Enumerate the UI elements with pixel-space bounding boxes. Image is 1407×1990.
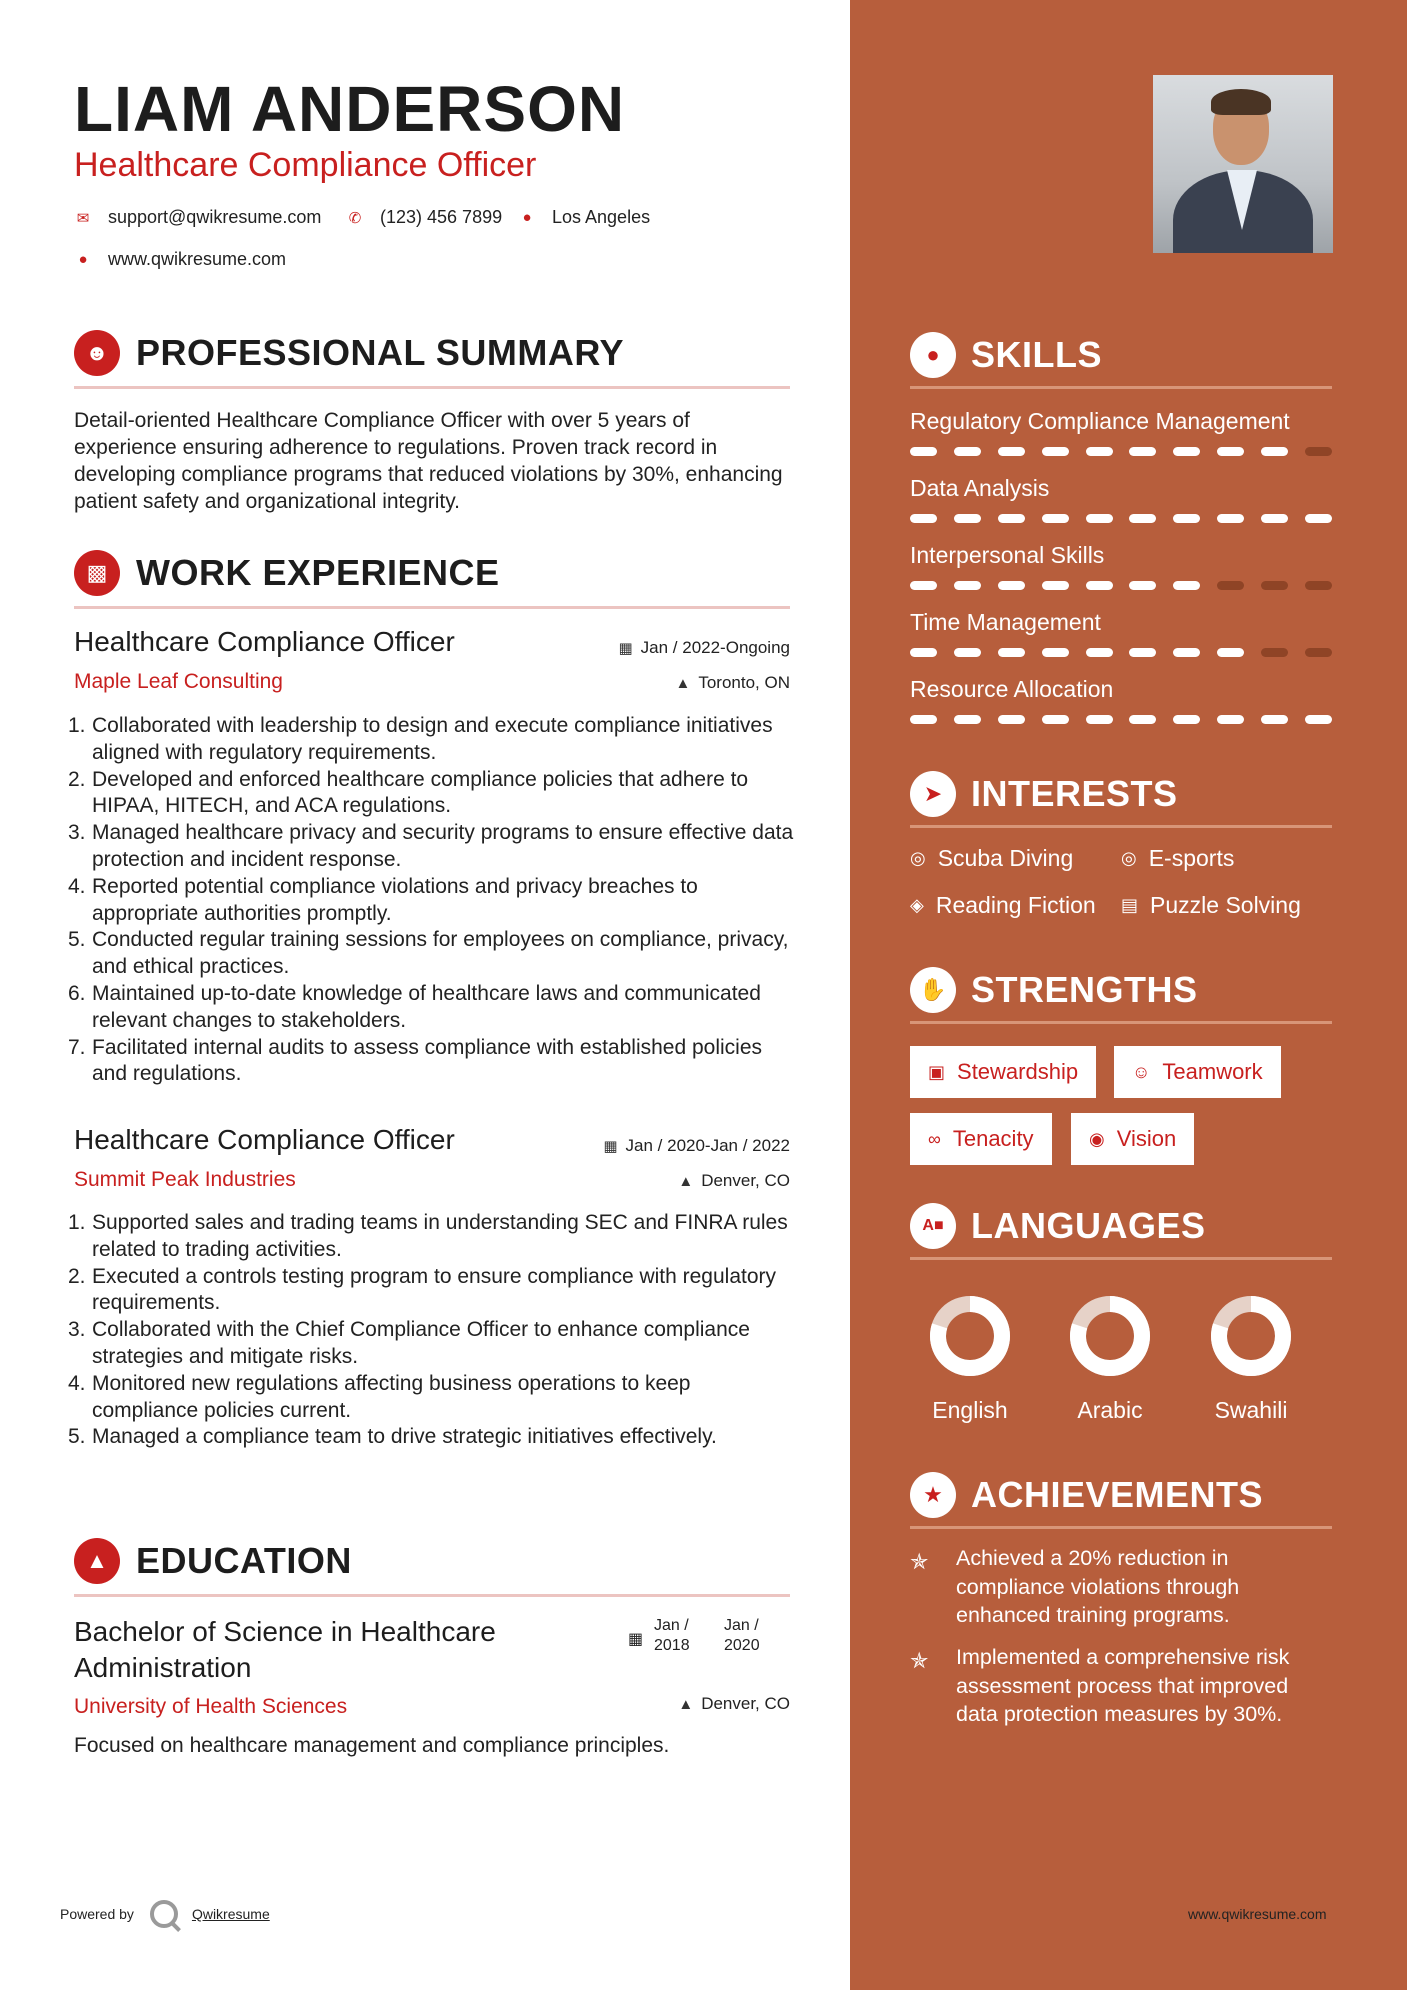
contact-phone[interactable] [346, 207, 502, 228]
skill-level-bar [910, 514, 1332, 524]
list-item: 7. Facilitated internal audits to assess compliance with established policies and regulations. [68, 1035, 763, 1086]
skill-dash-filled [954, 514, 981, 523]
language-name: Swahili [1214, 1397, 1288, 1423]
language-ring [1068, 1294, 1152, 1378]
skill-dash-filled [1217, 447, 1244, 456]
skill-dash-filled [1086, 715, 1113, 724]
skill-dash-filled [1173, 581, 1200, 590]
pushpin-icon: ▲ [678, 1172, 694, 1190]
skill-dash-filled [1217, 715, 1244, 724]
contact-location [518, 207, 650, 228]
education-section-header [74, 1534, 790, 1604]
skill-dash-filled [1086, 581, 1113, 590]
qwikresume-logo-icon [150, 1900, 178, 1928]
interests-title: INTERESTS [971, 773, 1178, 814]
skill-dash-filled [910, 514, 937, 523]
job-1-dates-text: Jan / 2022-Ongoing [640, 638, 790, 657]
skill-dash-filled [1261, 715, 1288, 724]
skill-dash-empty [1261, 581, 1288, 590]
contact-website[interactable] [74, 249, 286, 270]
skill-dash-filled [1305, 715, 1332, 724]
skill-dash-filled [1086, 447, 1113, 456]
skill-dash-filled [1173, 715, 1200, 724]
language-ring [928, 1294, 1012, 1378]
job-1-dates [618, 638, 790, 658]
skill-name: Resource Allocation [910, 676, 1114, 702]
skill-dash-filled [998, 715, 1025, 724]
list-item: 2. Developed and enforced healthcare compliance policies that adhere to HIPAA, HITECH, and ACA regulations. [68, 767, 749, 818]
list-item: 1. Collaborated with leadership to design and execute compliance initiatives aligned with regulatory requirements. [68, 714, 773, 764]
skill-level-bar [910, 581, 1332, 591]
education-divider [74, 1594, 790, 1597]
list-item: 3. Managed healthcare privacy and security programs to ensure effective data protection and incident response. [68, 821, 794, 871]
skill-dash-filled [1042, 514, 1069, 523]
degree-line-1: Bachelor of Science in Healthcare [74, 1616, 496, 1647]
interest-item: ◈ Reading Fiction [910, 892, 1096, 918]
work-divider [74, 606, 790, 609]
lightbulb-icon: ● [910, 332, 956, 378]
list-item: 4. Monitored new regulations affecting business operations to keep compliance policies current. [68, 1371, 691, 1422]
profile-photo [1153, 75, 1333, 253]
skill-name: Regulatory Compliance Management [910, 408, 1290, 434]
education-start-date: Jan / 2018 [654, 1617, 690, 1654]
skill-dash-filled [910, 715, 937, 724]
skill-dash-filled [954, 581, 981, 590]
languages-divider [910, 1257, 1332, 1260]
skill-dash-filled [1173, 648, 1200, 657]
pushpin-icon: ▲ [675, 674, 691, 692]
job-2-location-text: Denver, CO [701, 1171, 790, 1190]
briefcase-icon: ▣ [928, 1061, 946, 1082]
skill-dash-empty [1305, 447, 1332, 456]
skill-dash-filled [1086, 514, 1113, 523]
summary-divider [74, 386, 790, 389]
job-1-location-text: Toronto, ON [698, 673, 790, 692]
interests-divider [910, 825, 1332, 828]
website-text: www.qwikresume.com [108, 249, 287, 269]
lifebuoy-icon: ◎ [1121, 848, 1137, 868]
calendar-icon: ▦ [603, 1138, 618, 1155]
skill-name: Interpersonal Skills [910, 542, 1105, 568]
skill-level-bar [910, 447, 1332, 457]
job-2-title: Healthcare Compliance Officer [74, 1124, 455, 1155]
language-icon: A■ [910, 1203, 956, 1249]
skill-dash-filled [1129, 447, 1156, 456]
education-title: EDUCATION [136, 1540, 352, 1581]
graduation-cap-icon: ▲ [74, 1538, 120, 1584]
list-item: 4. Reported potential compliance violations and privacy breaches to appropriate authorities promptly. [68, 874, 698, 925]
contact-email[interactable] [74, 207, 321, 228]
skill-dash-filled [1261, 514, 1288, 523]
chair-icon: ▩ [74, 550, 120, 596]
skill-dash-filled [1261, 447, 1288, 456]
strength-chip: ☺ Teamwork [1114, 1046, 1281, 1098]
education-end-date: Jan / 2020 [724, 1617, 760, 1654]
language-name: Arabic [1077, 1397, 1143, 1423]
skill-dash-filled [1129, 715, 1156, 724]
book-icon: ▤ [1121, 895, 1139, 915]
skill-dash-filled [954, 715, 981, 724]
education-location-text: Denver, CO [701, 1694, 790, 1713]
job-2-company: Summit Peak Industries [74, 1168, 296, 1191]
list-item: 6. Maintained up-to-date knowledge of healthcare laws and communicated relevant changes to stakeholders. [68, 981, 761, 1032]
skill-dash-filled [998, 447, 1025, 456]
job-2-location [678, 1171, 790, 1191]
strength-chip: ◉ Vision [1071, 1113, 1194, 1165]
summary-section-header [74, 326, 790, 396]
summary-text: Detail-oriented Healthcare Compliance Officer with over 5 years of experience ensuring adherence to regulations. Proven track record in developing compliance programs that reduced violations by 30%, enhancing patient safety and organizational integrity. [74, 409, 783, 513]
strengths-title: STRENGTHS [971, 969, 1198, 1010]
job-2-dates-text: Jan / 2020-Jan / 2022 [625, 1136, 790, 1155]
skill-dash-empty [1261, 648, 1288, 657]
work-title: WORK EXPERIENCE [136, 552, 500, 593]
calendar-icon: ▦ [618, 640, 633, 657]
strength-chip: ▣ Stewardship [910, 1046, 1096, 1098]
languages-title: LANGUAGES [971, 1205, 1206, 1246]
list-item: 3. Collaborated with the Chief Compliance Officer to enhance compliance strategies and mitigate risks. [68, 1318, 750, 1368]
achievements-section-header [910, 1466, 1332, 1526]
user-icon: ☻ [74, 330, 120, 376]
candidate-role: Healthcare Compliance Officer [74, 146, 537, 184]
skill-dash-filled [1217, 648, 1244, 657]
strengths-section-header [910, 961, 1332, 1021]
skill-dash-filled [910, 447, 937, 456]
pushpin-icon: ▲ [678, 1695, 694, 1713]
skill-dash-filled [1173, 514, 1200, 523]
interest-item: ▤ Puzzle Solving [1121, 892, 1301, 918]
skill-dash-filled [910, 581, 937, 590]
link-icon: ∞ [928, 1128, 941, 1149]
job-2-bullets [68, 1210, 794, 1451]
degree-line-2: Administration [74, 1652, 252, 1683]
interest-item: ◎ Scuba Diving [910, 845, 1074, 871]
envelope-icon: ✉ [76, 209, 90, 227]
list-item: 2. Executed a controls testing program to ensure compliance with regulatory requirements. [68, 1264, 777, 1315]
skill-level-bar [910, 648, 1332, 658]
job-1-location [675, 673, 790, 693]
powered-by [60, 1900, 270, 1928]
language-ring [1209, 1294, 1293, 1378]
list-item: 5. Managed a compliance team to drive strategic initiatives effectively. [68, 1425, 717, 1449]
education-description: Focused on healthcare management and compliance principles. [74, 1734, 670, 1757]
candidate-name: LIAM ANDERSON [74, 73, 626, 145]
calendar-icon: ▦ [628, 1631, 644, 1648]
paper-plane-icon: ➤ [910, 771, 956, 817]
skill-dash-filled [1129, 581, 1156, 590]
fist-icon: ✋ [910, 967, 956, 1013]
skill-dash-empty [1217, 581, 1244, 590]
star-icon: ✯ [910, 1549, 929, 1574]
skills-title: SKILLS [971, 334, 1103, 375]
job-2-dates [603, 1136, 790, 1156]
list-item: 5. Conducted regular training sessions for employees on compliance, privacy, and ethical practices. [68, 928, 789, 979]
skill-dash-filled [998, 514, 1025, 523]
interest-item: ◎ E-sports [1121, 845, 1235, 871]
binoculars-icon: ◉ [1089, 1128, 1105, 1149]
lifebuoy-icon: ◎ [910, 848, 926, 868]
degree-title [74, 1614, 496, 1686]
phone-icon: ✆ [348, 209, 362, 227]
skill-dash-filled [998, 581, 1025, 590]
skill-dash-filled [1129, 514, 1156, 523]
school-name: University of Health Sciences [74, 1695, 348, 1718]
users-icon: ☺ [1132, 1061, 1151, 1082]
summary-title: PROFESSIONAL SUMMARY [136, 332, 625, 373]
skill-dash-filled [1305, 514, 1332, 523]
qwikresume-link[interactable]: Qwikresume [191, 1906, 270, 1922]
skill-name: Data Analysis [910, 475, 1050, 501]
star-icon: ✯ [910, 1648, 929, 1673]
skill-dash-filled [998, 648, 1025, 657]
skill-dash-empty [1305, 581, 1332, 590]
work-section-header [74, 546, 790, 616]
skill-dash-filled [1086, 648, 1113, 657]
strength-chip: ∞ Tenacity [910, 1113, 1052, 1165]
language-name: English [932, 1397, 1008, 1423]
phone-text: (123) 456 7899 [380, 207, 503, 227]
skill-dash-filled [1042, 447, 1069, 456]
achievements-title: ACHIEVEMENTS [971, 1474, 1264, 1515]
location-text: Los Angeles [552, 207, 651, 227]
skill-dash-empty [1305, 648, 1332, 657]
skills-divider [910, 386, 1332, 389]
star-award-icon: ★ [910, 1472, 956, 1518]
skill-dash-filled [954, 447, 981, 456]
email-text: support@qwikresume.com [108, 207, 322, 227]
interests-section-header [910, 765, 1332, 825]
skill-dash-filled [1042, 648, 1069, 657]
map-pin-icon: ● [522, 209, 532, 226]
gamepad-icon: ◈ [910, 895, 924, 915]
footer-website[interactable]: www.qwikresume.com [1188, 1906, 1327, 1922]
skill-dash-filled [1173, 447, 1200, 456]
education-location [678, 1694, 790, 1714]
job-1-bullets [68, 713, 794, 1088]
globe-icon: ● [78, 251, 88, 268]
job-1-company: Maple Leaf Consulting [74, 670, 283, 693]
skill-dash-filled [910, 648, 937, 657]
skill-dash-filled [1042, 715, 1069, 724]
list-item: 1. Supported sales and trading teams in understanding SEC and FINRA rules related to trading activities. [68, 1211, 788, 1261]
skill-dash-filled [1129, 648, 1156, 657]
skill-name: Time Management [910, 609, 1101, 635]
skills-section-header [910, 326, 1332, 386]
job-1-title: Healthcare Compliance Officer [74, 626, 455, 657]
strengths-divider [910, 1021, 1332, 1024]
achievements-divider [910, 1526, 1332, 1529]
skill-level-bar [910, 715, 1332, 725]
powered-by-text: Powered by [60, 1906, 134, 1922]
skill-dash-filled [1042, 581, 1069, 590]
languages-section-header [910, 1197, 1332, 1257]
skill-dash-filled [954, 648, 981, 657]
skill-dash-filled [1217, 514, 1244, 523]
